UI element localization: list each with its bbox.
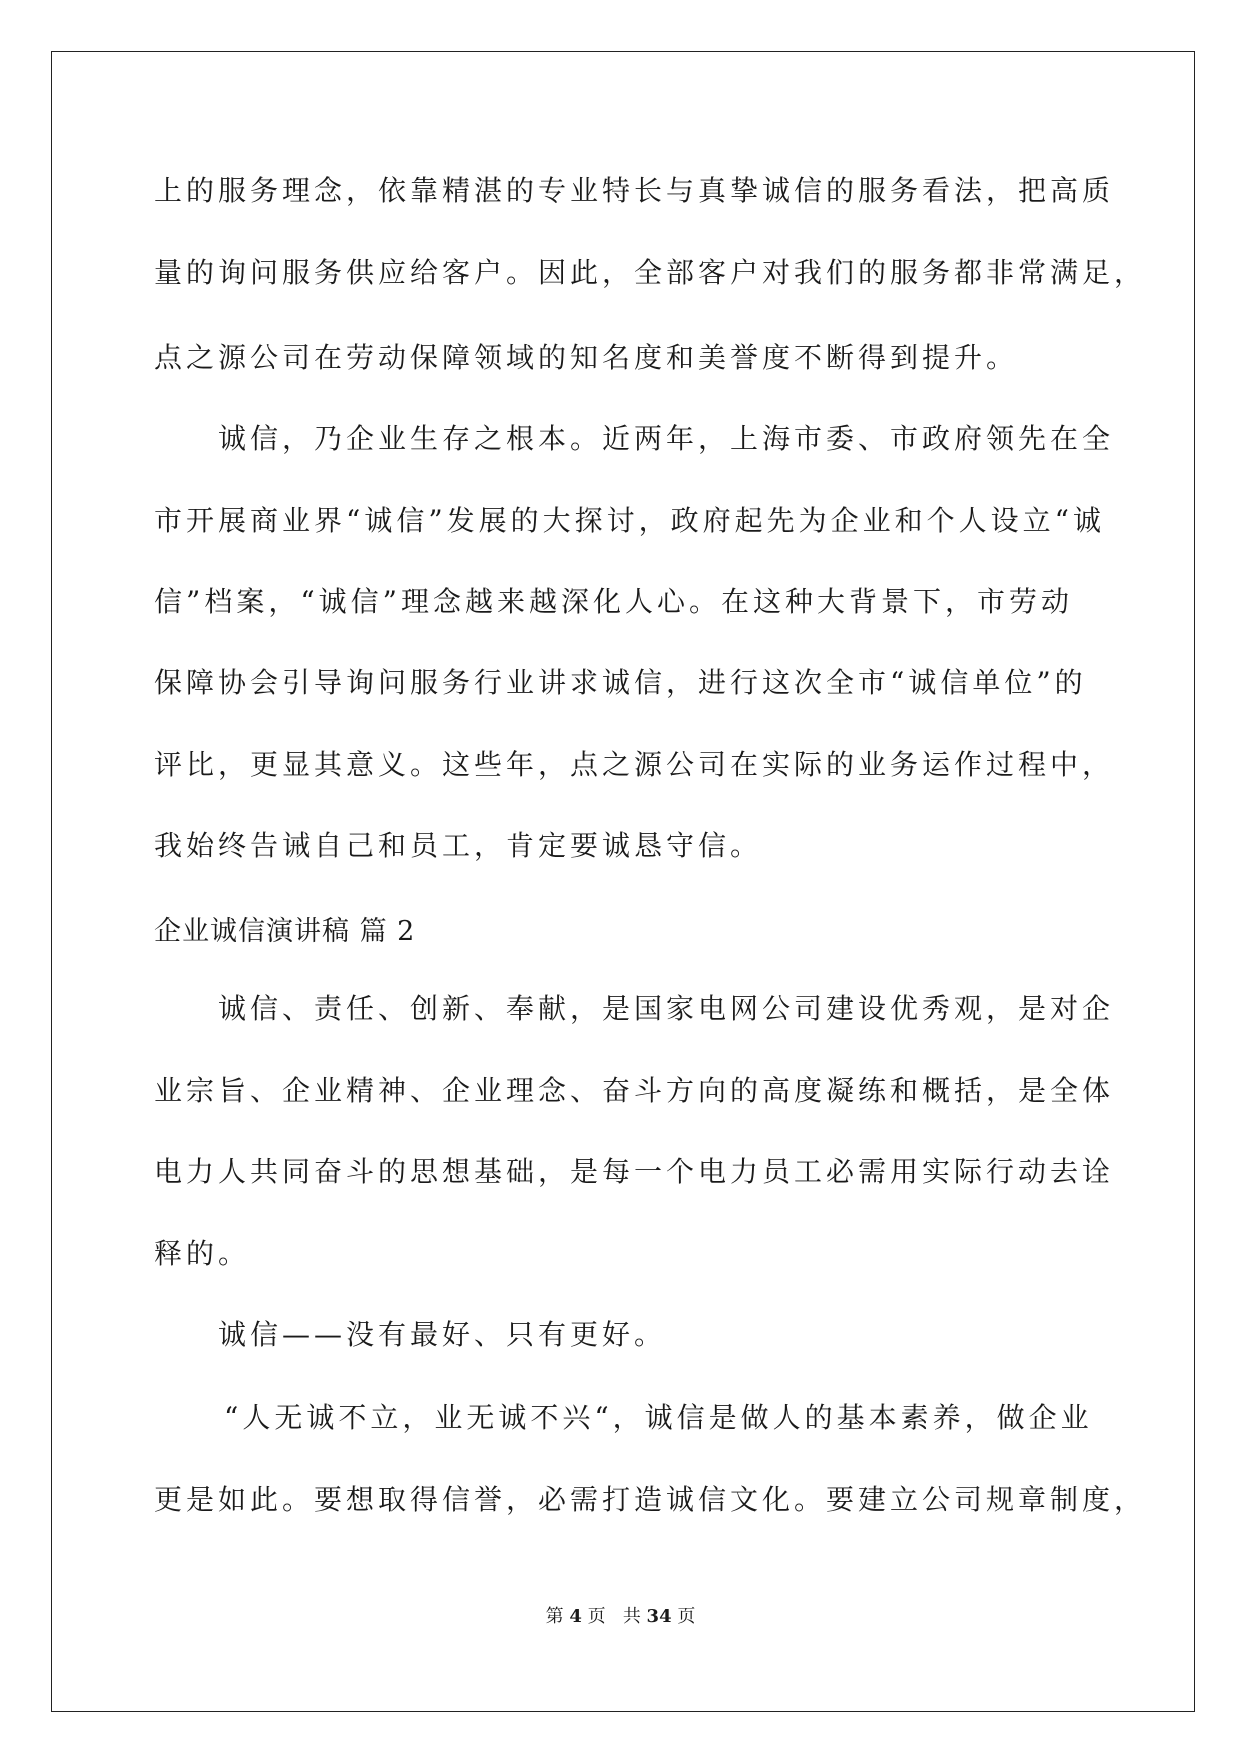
body-line: 诚信，乃企业生存之根本。近两年，上海市委、市政府领先在全 bbox=[218, 422, 1115, 455]
body-line: 信”档案，“诚信”理念越来越深化人心。在这种大背景下，市劳动 bbox=[154, 585, 1073, 618]
body-line: 更是如此。要想取得信誉，必需打造诚信文化。要建立公司规章制度， bbox=[154, 1483, 1147, 1516]
page-border bbox=[51, 51, 1195, 1712]
body-line: 点之源公司在劳动保障领域的知名度和美誉度不断得到提升。 bbox=[154, 341, 1019, 374]
body-line: “人无诚不立，业无诚不兴“，诚信是做人的基本素养，做企业 bbox=[224, 1401, 1093, 1434]
body-line: 诚信、责任、创新、奉献，是国家电网公司建设优秀观，是对企 bbox=[218, 992, 1115, 1025]
page-prefix: 第 bbox=[545, 1606, 564, 1627]
body-line: 市开展商业界“诚信”发展的大探讨，政府起先为企业和个人设立“诚 bbox=[154, 504, 1105, 537]
body-line: 诚信——没有最好、只有更好。 bbox=[218, 1318, 667, 1351]
body-line: 电力人共同奋斗的思想基础，是每一个电力员工必需用实际行动去诠 bbox=[154, 1155, 1115, 1188]
total-prefix: 共 bbox=[622, 1606, 641, 1627]
section-heading: 企业诚信演讲稿 篇 2 bbox=[154, 916, 416, 947]
page-footer bbox=[0, 1605, 1241, 1629]
total-unit: 页 bbox=[677, 1606, 696, 1627]
body-line: 评比，更显其意义。这些年，点之源公司在实际的业务运作过程中， bbox=[154, 748, 1115, 781]
page-unit: 页 bbox=[587, 1606, 606, 1627]
page-number: 4 bbox=[569, 1606, 582, 1627]
body-line: 量的询问服务供应给客户。因此，全部客户对我们的服务都非常满足， bbox=[154, 256, 1147, 289]
total-pages: 34 bbox=[646, 1606, 672, 1627]
body-line: 业宗旨、企业精神、企业理念、奋斗方向的高度凝练和概括，是全体 bbox=[154, 1074, 1115, 1107]
body-line: 保障协会引导询问服务行业讲求诚信，进行这次全市“诚信单位”的 bbox=[154, 666, 1087, 699]
body-line: 上的服务理念，依靠精湛的专业特长与真挚诚信的服务看法，把高质 bbox=[154, 174, 1115, 207]
body-line: 释的。 bbox=[154, 1237, 251, 1270]
body-line: 我始终告诫自己和员工，肯定要诚恳守信。 bbox=[154, 829, 763, 862]
